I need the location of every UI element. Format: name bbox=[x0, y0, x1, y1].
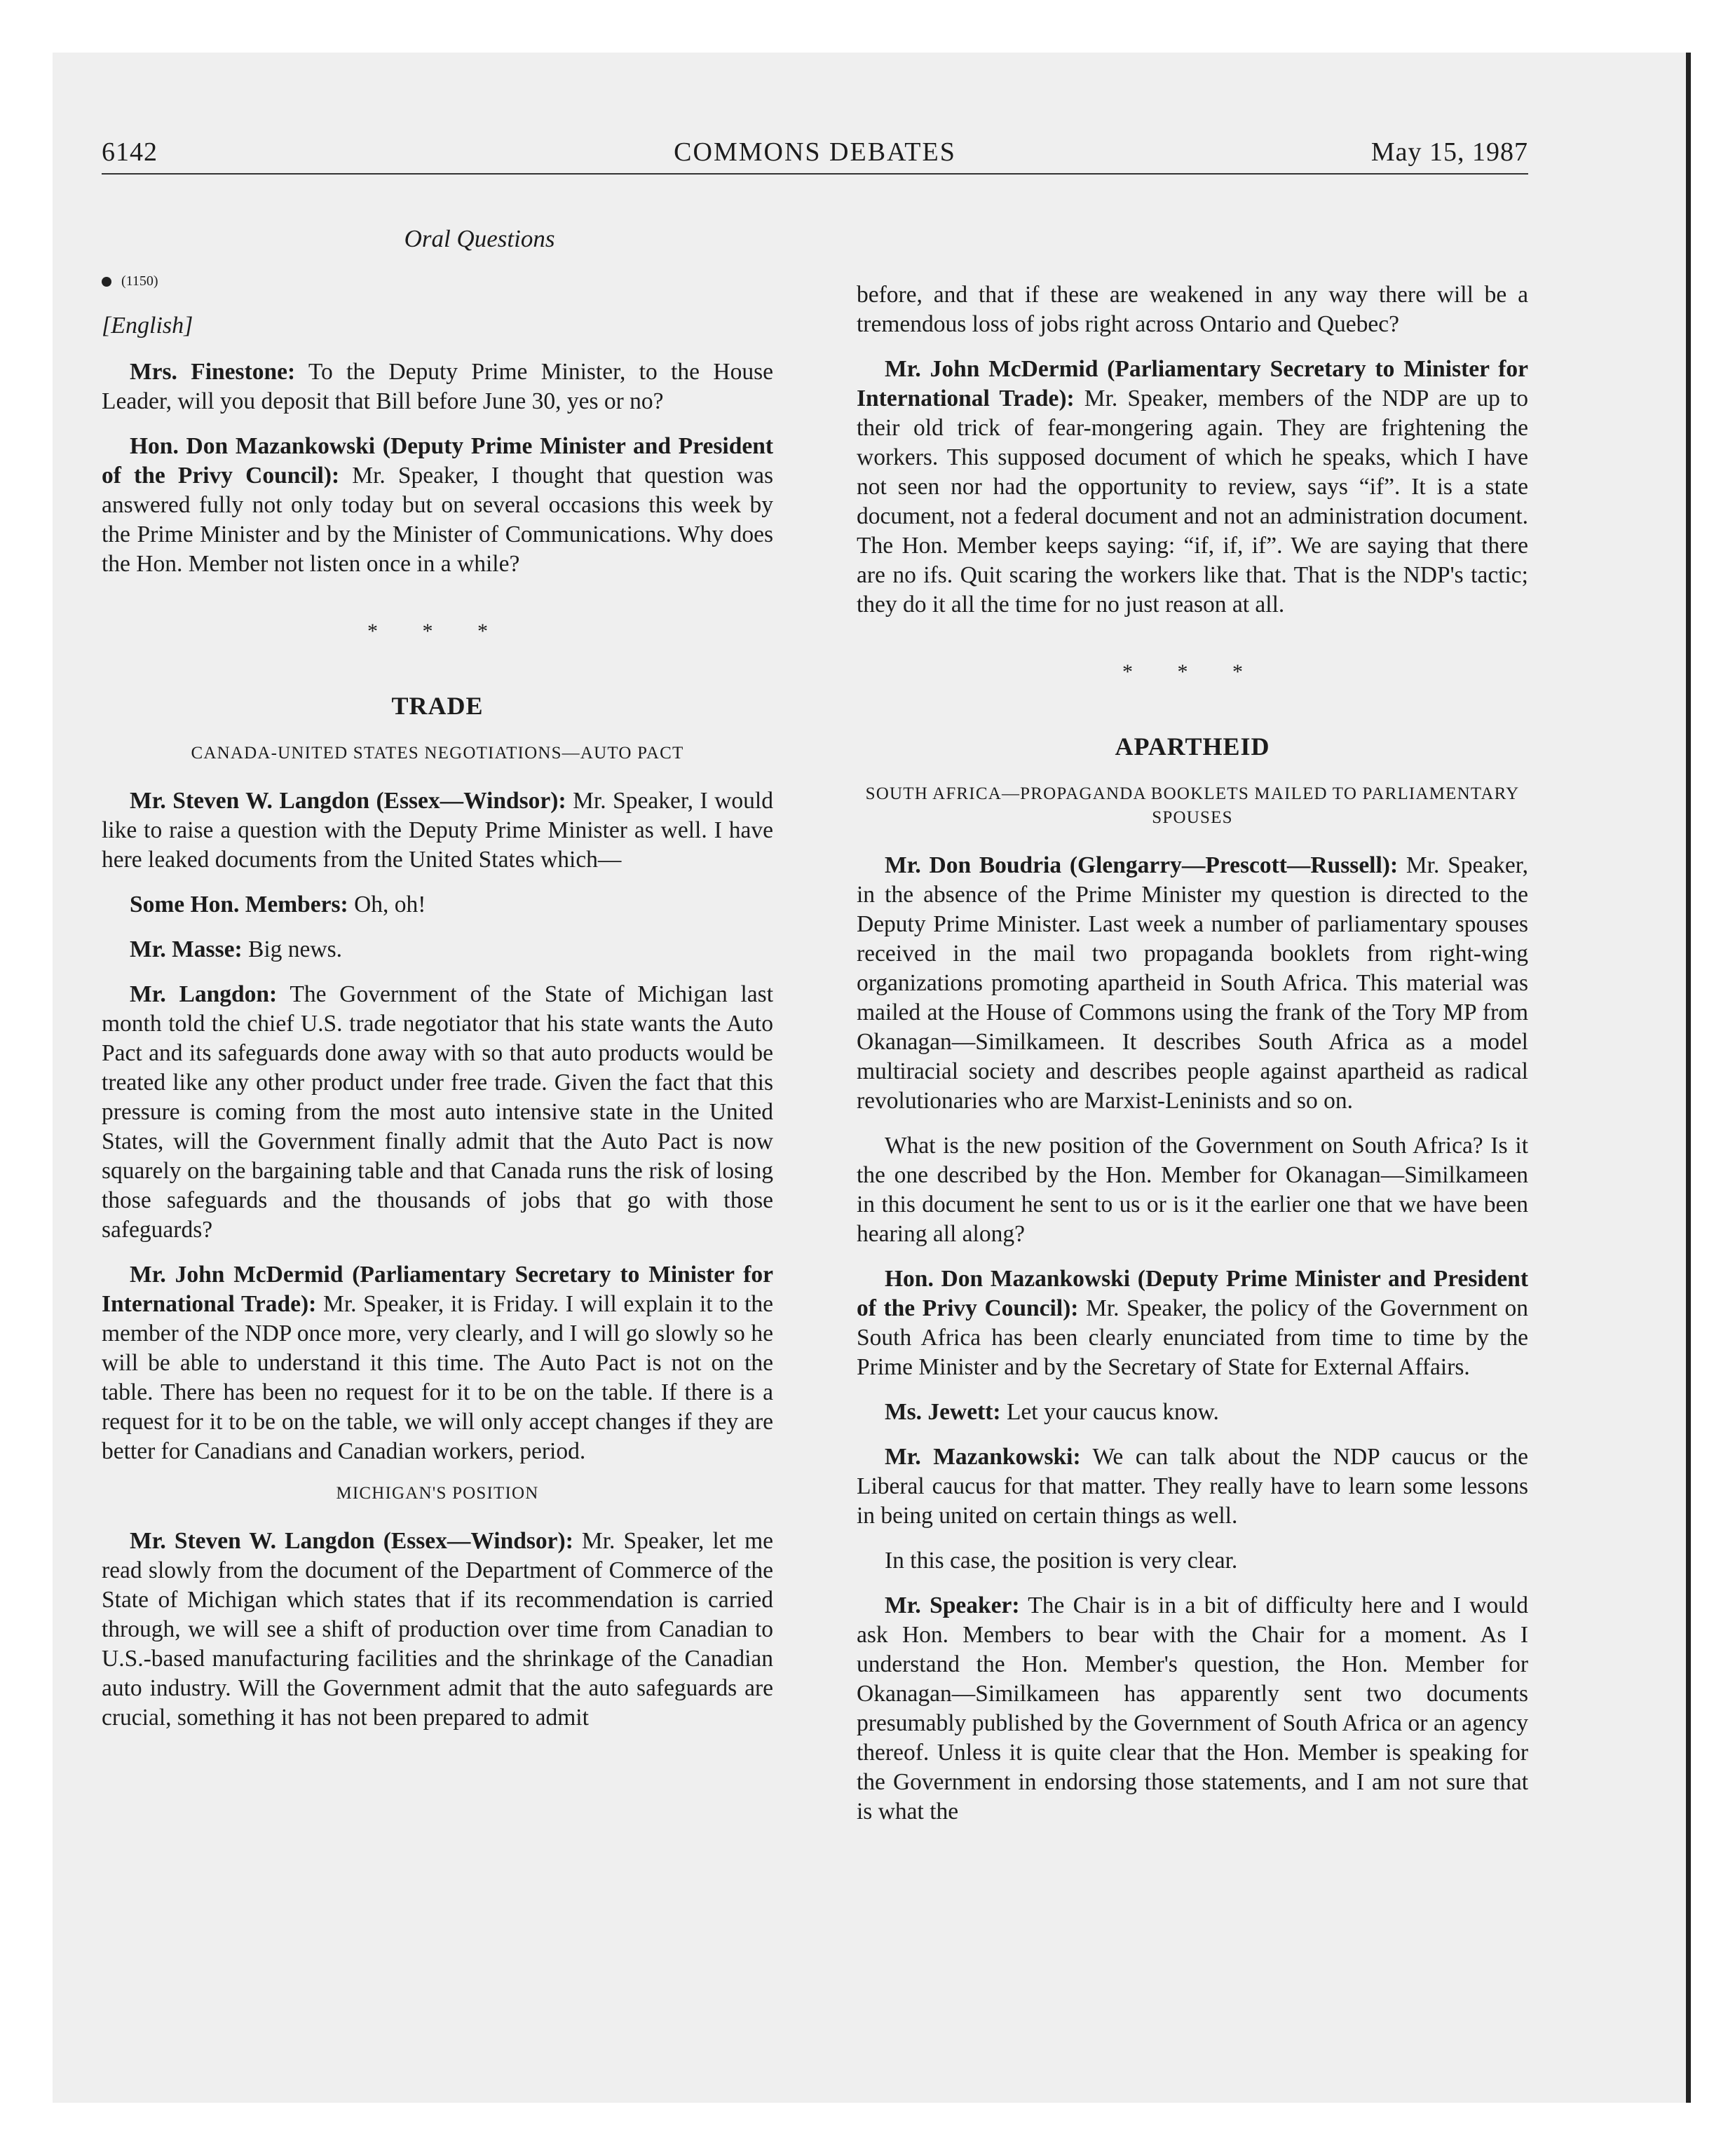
speaker-name: Ms. Jewett: bbox=[885, 1399, 1001, 1425]
speech-text: Mr. Speaker, members of the NDP are up to their old trick of fear-mongering again. They are frightening the workers. This supposed document of which he speaks, which I have not seen nor had the opportunity to review, says “if”. It is a state document, not a federal document and not an administration document. The Hon. Member keeps saying: “if, if, if”. We are saying that there are no ifs. Quit scaring the workers like that. That is the NDP's tactic; they do it all the time for no just reason at all. bbox=[857, 386, 1529, 618]
speaker-name: Some Hon. Members: bbox=[130, 892, 348, 917]
speaker-name: Mr. Don Boudria (Glengarry—Prescott—Russell): bbox=[885, 852, 1399, 878]
speech-paragraph bbox=[102, 432, 773, 579]
speech-text: Mr. Speaker, in the absence of the Prime Minister my question is directed to the Deputy Prime Minister. Last week a number of parliamentary spouses received in the mail two propaganda booklets from right-wing organizations promoting apartheid in South Africa. This material was mailed at the House of Commons using the frank of the Tory MP from Okanagan—Similkameen. It describes South Africa as a model multiracial society and describes people against apartheid as radical revolutionaries who are Marxist-Leninists and so on. bbox=[857, 852, 1528, 1114]
speech-text: To the Deputy Prime Minister, to the House Leader, will you deposit that Bill before June 30, yes or no? bbox=[102, 359, 773, 414]
speech-paragraph bbox=[102, 1260, 773, 1466]
speaker-name: Mr. Masse: bbox=[130, 936, 243, 962]
section-subtitle: CANADA-UNITED STATES NEGOTIATIONS—AUTO PACT bbox=[191, 744, 684, 763]
speaker-name: Hon. Don Mazankowski (Deputy Prime Minister and President of the Privy Council): bbox=[857, 1266, 1528, 1321]
page-number: 6142 bbox=[102, 137, 158, 167]
bullet-icon bbox=[102, 277, 111, 287]
section-separator: * * * bbox=[367, 620, 508, 643]
speech-paragraph: What is the new position of the Government on South Africa? Is it the one described by the Hon. Member for Okanagan—Similkameen in this document he sent to us or is it the earlier one that we have been hearing all along? bbox=[857, 1133, 1528, 1247]
section-subtitle: SOUTH AFRICA—PROPAGANDA BOOKLETS MAILED TO PARLIAMENTARY SPOUSES bbox=[865, 784, 1520, 827]
speech-paragraph bbox=[857, 851, 1528, 1116]
speaker-name: Mrs. Finestone: bbox=[130, 359, 296, 385]
speech-continuation: before, and that if these are weakened in any way there will be a tremendous loss of jobs right across Ontario and Quebec? bbox=[857, 282, 1528, 337]
publication-date: May 15, 1987 bbox=[1370, 137, 1528, 167]
speaker-name: Hon. Don Mazankowski (Deputy Prime Minister and President of the Privy Council): bbox=[102, 433, 773, 489]
speech-text: Big news. bbox=[242, 936, 343, 962]
time-marker-text: (1150) bbox=[121, 273, 158, 289]
speech-paragraph bbox=[102, 890, 773, 920]
speaker-name: Mr. Speaker: bbox=[885, 1592, 1020, 1618]
speech-text: Oh, oh! bbox=[348, 892, 426, 917]
right-column bbox=[857, 280, 1528, 1842]
speaker-name: Mr. Mazankowski: bbox=[885, 1444, 1081, 1470]
speaker-name: Mr. Langdon: bbox=[130, 981, 278, 1007]
speech-paragraph bbox=[857, 1591, 1528, 1827]
speech-paragraph bbox=[857, 355, 1528, 620]
speech-text: Mr. Speaker, let me read slowly from the document of the Department of Commerce of the State of Michigan which states that if its recommendation is carried through, we will see a shift of production over time from Canadian to U.S.-based manufacturing facilities and the shrinkage of the Canadian auto industry. Will the Government admit that the auto safeguards are crucial, something it has not been prepared to admit bbox=[102, 1528, 773, 1731]
speech-paragraph bbox=[102, 1527, 773, 1733]
running-head: Oral Questions bbox=[404, 225, 555, 252]
speech-paragraph bbox=[102, 357, 773, 416]
left-column bbox=[102, 224, 773, 1748]
section-title: TRADE bbox=[391, 692, 484, 720]
section-title: APARTHEID bbox=[1115, 732, 1270, 760]
speech-paragraph bbox=[102, 786, 773, 875]
speaker-name: Mr. Steven W. Langdon (Essex—Windsor): bbox=[130, 788, 566, 814]
speaker-name: Mr. John McDermid (Parliamentary Secretary to Minister for International Trade): bbox=[102, 1262, 773, 1317]
speech-text: Mr. Speaker, I would like to raise a question with the Deputy Prime Minister as well. I have here leaked documents from the United States which— bbox=[102, 788, 773, 873]
publication-title: COMMONS DEBATES bbox=[674, 137, 956, 167]
speech-text: The Chair is in a bit of difficulty here and I would ask Hon. Members to bear with the Chair for a moment. As I understand the Hon. Member's question, the Hon. Member for Okanagan—Similkameen has apparently sent two documents presumably published by the Government of South Africa or an agency thereof. Unless it is quite clear that the Hon. Member is speaking for the Government in endorsing those statements, and I am not sure that is what the bbox=[857, 1592, 1528, 1824]
speech-paragraph bbox=[857, 1398, 1528, 1427]
speech-paragraph: In this case, the position is very clear. bbox=[885, 1548, 1238, 1574]
speech-paragraph bbox=[102, 980, 773, 1245]
speech-text: Mr. Speaker, it is Friday. I will explain it to the member of the NDP once more, very clearly, and I will go slowly so he will be able to understand it this time. The Auto Pact is not on the table. There has been no request for it to be on the table. If there is a request for it to be on the table, we will only accept changes if they are better for Canadians and Canadian workers, period. bbox=[102, 1291, 773, 1464]
speaker-name: Mr. Steven W. Langdon (Essex—Windsor): bbox=[130, 1528, 573, 1554]
speech-paragraph bbox=[857, 1264, 1528, 1382]
speech-text: Mr. Speaker, the policy of the Government on South Africa has been clearly enunciated from time to time by the Prime Minister and by the Secretary of State for External Affairs. bbox=[857, 1295, 1529, 1380]
page-header bbox=[102, 131, 1528, 175]
section-separator: * * * bbox=[1122, 660, 1263, 683]
time-marker bbox=[102, 266, 773, 296]
language-marker: [English] bbox=[102, 313, 193, 339]
speech-text: We can talk about the NDP caucus or the Liberal caucus for that matter. They really have to learn some lessons in being united on certain things as well. bbox=[857, 1444, 1528, 1529]
speech-paragraph bbox=[102, 935, 773, 964]
speech-text: The Government of the State of Michigan last month told the chief U.S. trade negotiator that his state wants the Auto Pact and its safeguards done away with so that auto products would be treated like any other product under free trade. Given the fact that this pressure is coming from the most auto intensive state in the United States, will the Government finally admit that the Auto Pact is now squarely on the bargaining table and that Canada runs the risk of losing those safeguards and the thousands of jobs that go with those safeguards? bbox=[102, 981, 774, 1243]
speech-text: Let your caucus know. bbox=[1000, 1399, 1219, 1425]
speaker-name: Mr. John McDermid (Parliamentary Secretary to Minister for International Trade): bbox=[857, 356, 1528, 411]
speech-text: Mr. Speaker, I thought that question was answered fully not only today but on several occasions this week by the Prime Minister and by the Minister of Communications. Why does the Hon. Member not listen once in a while? bbox=[102, 463, 773, 577]
subsection-title: MICHIGAN'S POSITION bbox=[336, 1484, 539, 1503]
speech-paragraph bbox=[857, 1442, 1528, 1531]
